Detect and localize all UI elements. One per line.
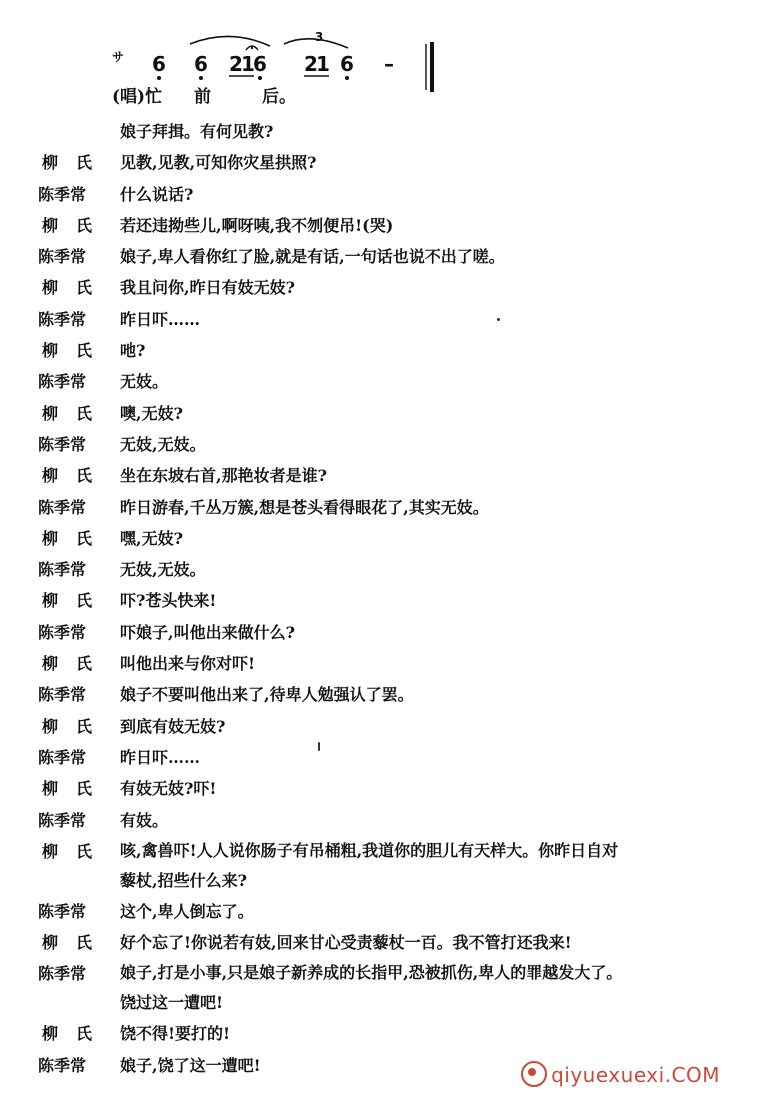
dialogue-script bbox=[38, 116, 738, 1081]
note: 2 bbox=[229, 52, 243, 76]
dialogue-line: 昨日吓…… bbox=[120, 747, 201, 767]
triplet-mark: 3 bbox=[315, 30, 324, 44]
print-speck bbox=[318, 742, 320, 751]
dialogue-row bbox=[38, 773, 738, 804]
dialogue-row bbox=[38, 742, 738, 773]
watermark-text: qiyuexuexi.COM bbox=[551, 1063, 720, 1087]
dialogue-row bbox=[38, 210, 738, 241]
note: 2 bbox=[304, 52, 318, 76]
dialogue-row bbox=[38, 836, 738, 896]
speaker: 柳氏 bbox=[42, 466, 111, 486]
dialogue-row bbox=[38, 585, 738, 616]
note: 6 bbox=[194, 52, 208, 76]
print-speck bbox=[497, 318, 500, 321]
speaker: 柳氏 bbox=[42, 779, 111, 799]
speaker: 柳氏 bbox=[42, 403, 111, 423]
speaker: 柳氏 bbox=[42, 654, 111, 674]
dialogue-row bbox=[38, 335, 738, 366]
dialogue-row bbox=[38, 617, 738, 648]
speaker: 柳氏 bbox=[42, 528, 111, 548]
dialogue-line-continuation: 藜杖,招些什么来? bbox=[120, 870, 247, 890]
dialogue-line-continuation: 饶过这一遭吧! bbox=[120, 993, 224, 1013]
speaker: 陈季常 bbox=[38, 810, 87, 830]
dialogue-line: 无妓。 bbox=[120, 372, 169, 392]
lyric-prefix: (唱)忙 bbox=[112, 87, 163, 107]
dialogue-row bbox=[38, 429, 738, 460]
tempo-mark: サ bbox=[112, 50, 125, 64]
dialogue-line-part: 咳,禽兽吓!人人说你肠子有吊桶粗,我道你的胆儿有天样大。你昨日自对 bbox=[120, 840, 619, 860]
note: 6 bbox=[152, 52, 166, 76]
dialogue-line: 娘子拜揖。有何见教? bbox=[120, 122, 274, 141]
speaker: 陈季常 bbox=[38, 685, 87, 705]
speaker: 柳氏 bbox=[42, 153, 111, 173]
dialogue-row bbox=[38, 241, 738, 272]
dialogue-row bbox=[38, 958, 738, 1018]
dialogue-row bbox=[38, 648, 738, 679]
dialogue-line: 吔? bbox=[120, 341, 146, 361]
dialogue-row bbox=[38, 116, 738, 147]
dialogue-line: 坐在东坡右首,那艳妆者是谁? bbox=[120, 466, 327, 486]
octave-dot bbox=[199, 76, 203, 80]
speaker: 陈季常 bbox=[38, 1055, 87, 1075]
dialogue-line: 有妓无妓?吓! bbox=[120, 779, 217, 799]
speaker: 柳氏 bbox=[42, 591, 111, 611]
dialogue-row bbox=[38, 679, 738, 710]
dialogue-line: 娘子,饶了这一遭吧! bbox=[120, 1055, 261, 1075]
dialogue-line: 到底有妓无妓? bbox=[120, 716, 226, 736]
note: 6 bbox=[253, 52, 267, 76]
dialogue-line: 见教,见教,可知你灾星拱照? bbox=[120, 153, 317, 173]
dialogue-line: 叫他出来与你对吓! bbox=[120, 654, 256, 674]
dialogue-row bbox=[38, 523, 738, 554]
dialogue-row bbox=[38, 805, 738, 836]
note: 1 bbox=[241, 52, 255, 76]
dialogue-line: 昨日吓…… bbox=[120, 309, 201, 329]
speaker: 柳氏 bbox=[42, 1024, 111, 1044]
dialogue-line: 有妓。 bbox=[120, 810, 169, 830]
dialogue-line bbox=[120, 836, 618, 896]
dialogue-row bbox=[38, 927, 738, 958]
dialogue-row bbox=[38, 1018, 738, 1049]
dialogue-line: 好个忘了!你说若有妓,回来甘心受责藜杖一百。我不管打还我来! bbox=[120, 933, 572, 953]
dialogue-line: 若还违拗些儿,啊呀咦,我不刎便吊!(哭) bbox=[120, 215, 394, 235]
speaker: 陈季常 bbox=[38, 247, 87, 267]
speaker: 陈季常 bbox=[38, 964, 87, 984]
dialogue-row bbox=[38, 366, 738, 397]
dialogue-line: 吓?苍头快来! bbox=[120, 591, 217, 611]
dialogue-line bbox=[120, 958, 622, 1018]
speaker: 陈季常 bbox=[38, 309, 87, 329]
dialogue-row bbox=[38, 304, 738, 335]
dialogue-row bbox=[38, 398, 738, 429]
dialogue-line: 嘿,无妓? bbox=[120, 528, 183, 548]
dialogue-line: 娘子不要叫他出来了,待卑人勉强认了罢。 bbox=[120, 685, 414, 705]
octave-dot bbox=[258, 76, 262, 80]
speaker: 陈季常 bbox=[38, 184, 87, 204]
speaker: 柳氏 bbox=[42, 933, 111, 953]
note: 6 bbox=[340, 52, 354, 76]
music-notation bbox=[112, 30, 452, 110]
dialogue-line: 饶不得!要打的! bbox=[120, 1024, 231, 1044]
dialogue-row bbox=[38, 492, 738, 523]
dialogue-row bbox=[38, 179, 738, 210]
speaker: 柳氏 bbox=[42, 841, 111, 861]
note: 1 bbox=[316, 52, 330, 76]
dialogue-line: 昨日游春,千丛万簇,想是苍头看得眼花了,其实无妓。 bbox=[120, 497, 489, 517]
dialogue-row bbox=[38, 554, 738, 585]
dialogue-row bbox=[38, 460, 738, 491]
dialogue-line: 娘子,卑人看你红了脸,就是有话,一句话也说不出了嗟。 bbox=[120, 247, 505, 267]
dialogue-row bbox=[38, 711, 738, 742]
speaker: 柳氏 bbox=[42, 341, 111, 361]
octave-dot bbox=[345, 76, 349, 80]
dialogue-line: 噢,无妓? bbox=[120, 403, 183, 423]
speaker: 陈季常 bbox=[38, 622, 87, 642]
speaker: 柳氏 bbox=[42, 215, 111, 235]
speaker: 陈季常 bbox=[38, 560, 87, 580]
dialogue-line: 无妓,无妓。 bbox=[120, 434, 206, 454]
speaker: 柳氏 bbox=[42, 716, 111, 736]
octave-dot bbox=[157, 76, 161, 80]
note-dash: – bbox=[384, 52, 394, 76]
dialogue-line: 这个,卑人倒忘了。 bbox=[120, 901, 254, 921]
watermark-logo-icon bbox=[521, 1061, 547, 1087]
dialogue-line: 无妓,无妓。 bbox=[120, 560, 206, 580]
speaker: 陈季常 bbox=[38, 901, 87, 921]
speaker: 柳氏 bbox=[42, 278, 111, 298]
dialogue-line-part: 娘子,打是小事,只是娘子新养成的长指甲,恐被抓伤,卑人的罪越发大了。 bbox=[120, 963, 623, 983]
dialogue-row bbox=[38, 147, 738, 178]
speaker: 陈季常 bbox=[38, 747, 87, 767]
site-watermark bbox=[521, 1061, 720, 1087]
dialogue-line: 什么说话? bbox=[120, 184, 194, 204]
dialogue-line: 吓娘子,叫他出来做什么? bbox=[120, 622, 295, 642]
speaker: 陈季常 bbox=[38, 497, 87, 517]
lyric-word: 前 bbox=[194, 87, 211, 107]
speaker: 陈季常 bbox=[38, 434, 87, 454]
lyric-word: 后。 bbox=[262, 87, 296, 107]
dialogue-row bbox=[38, 272, 738, 303]
speaker: 陈季常 bbox=[38, 372, 87, 392]
dialogue-row bbox=[38, 896, 738, 927]
dialogue-line: 我且问你,昨日有妓无妓? bbox=[120, 278, 295, 298]
